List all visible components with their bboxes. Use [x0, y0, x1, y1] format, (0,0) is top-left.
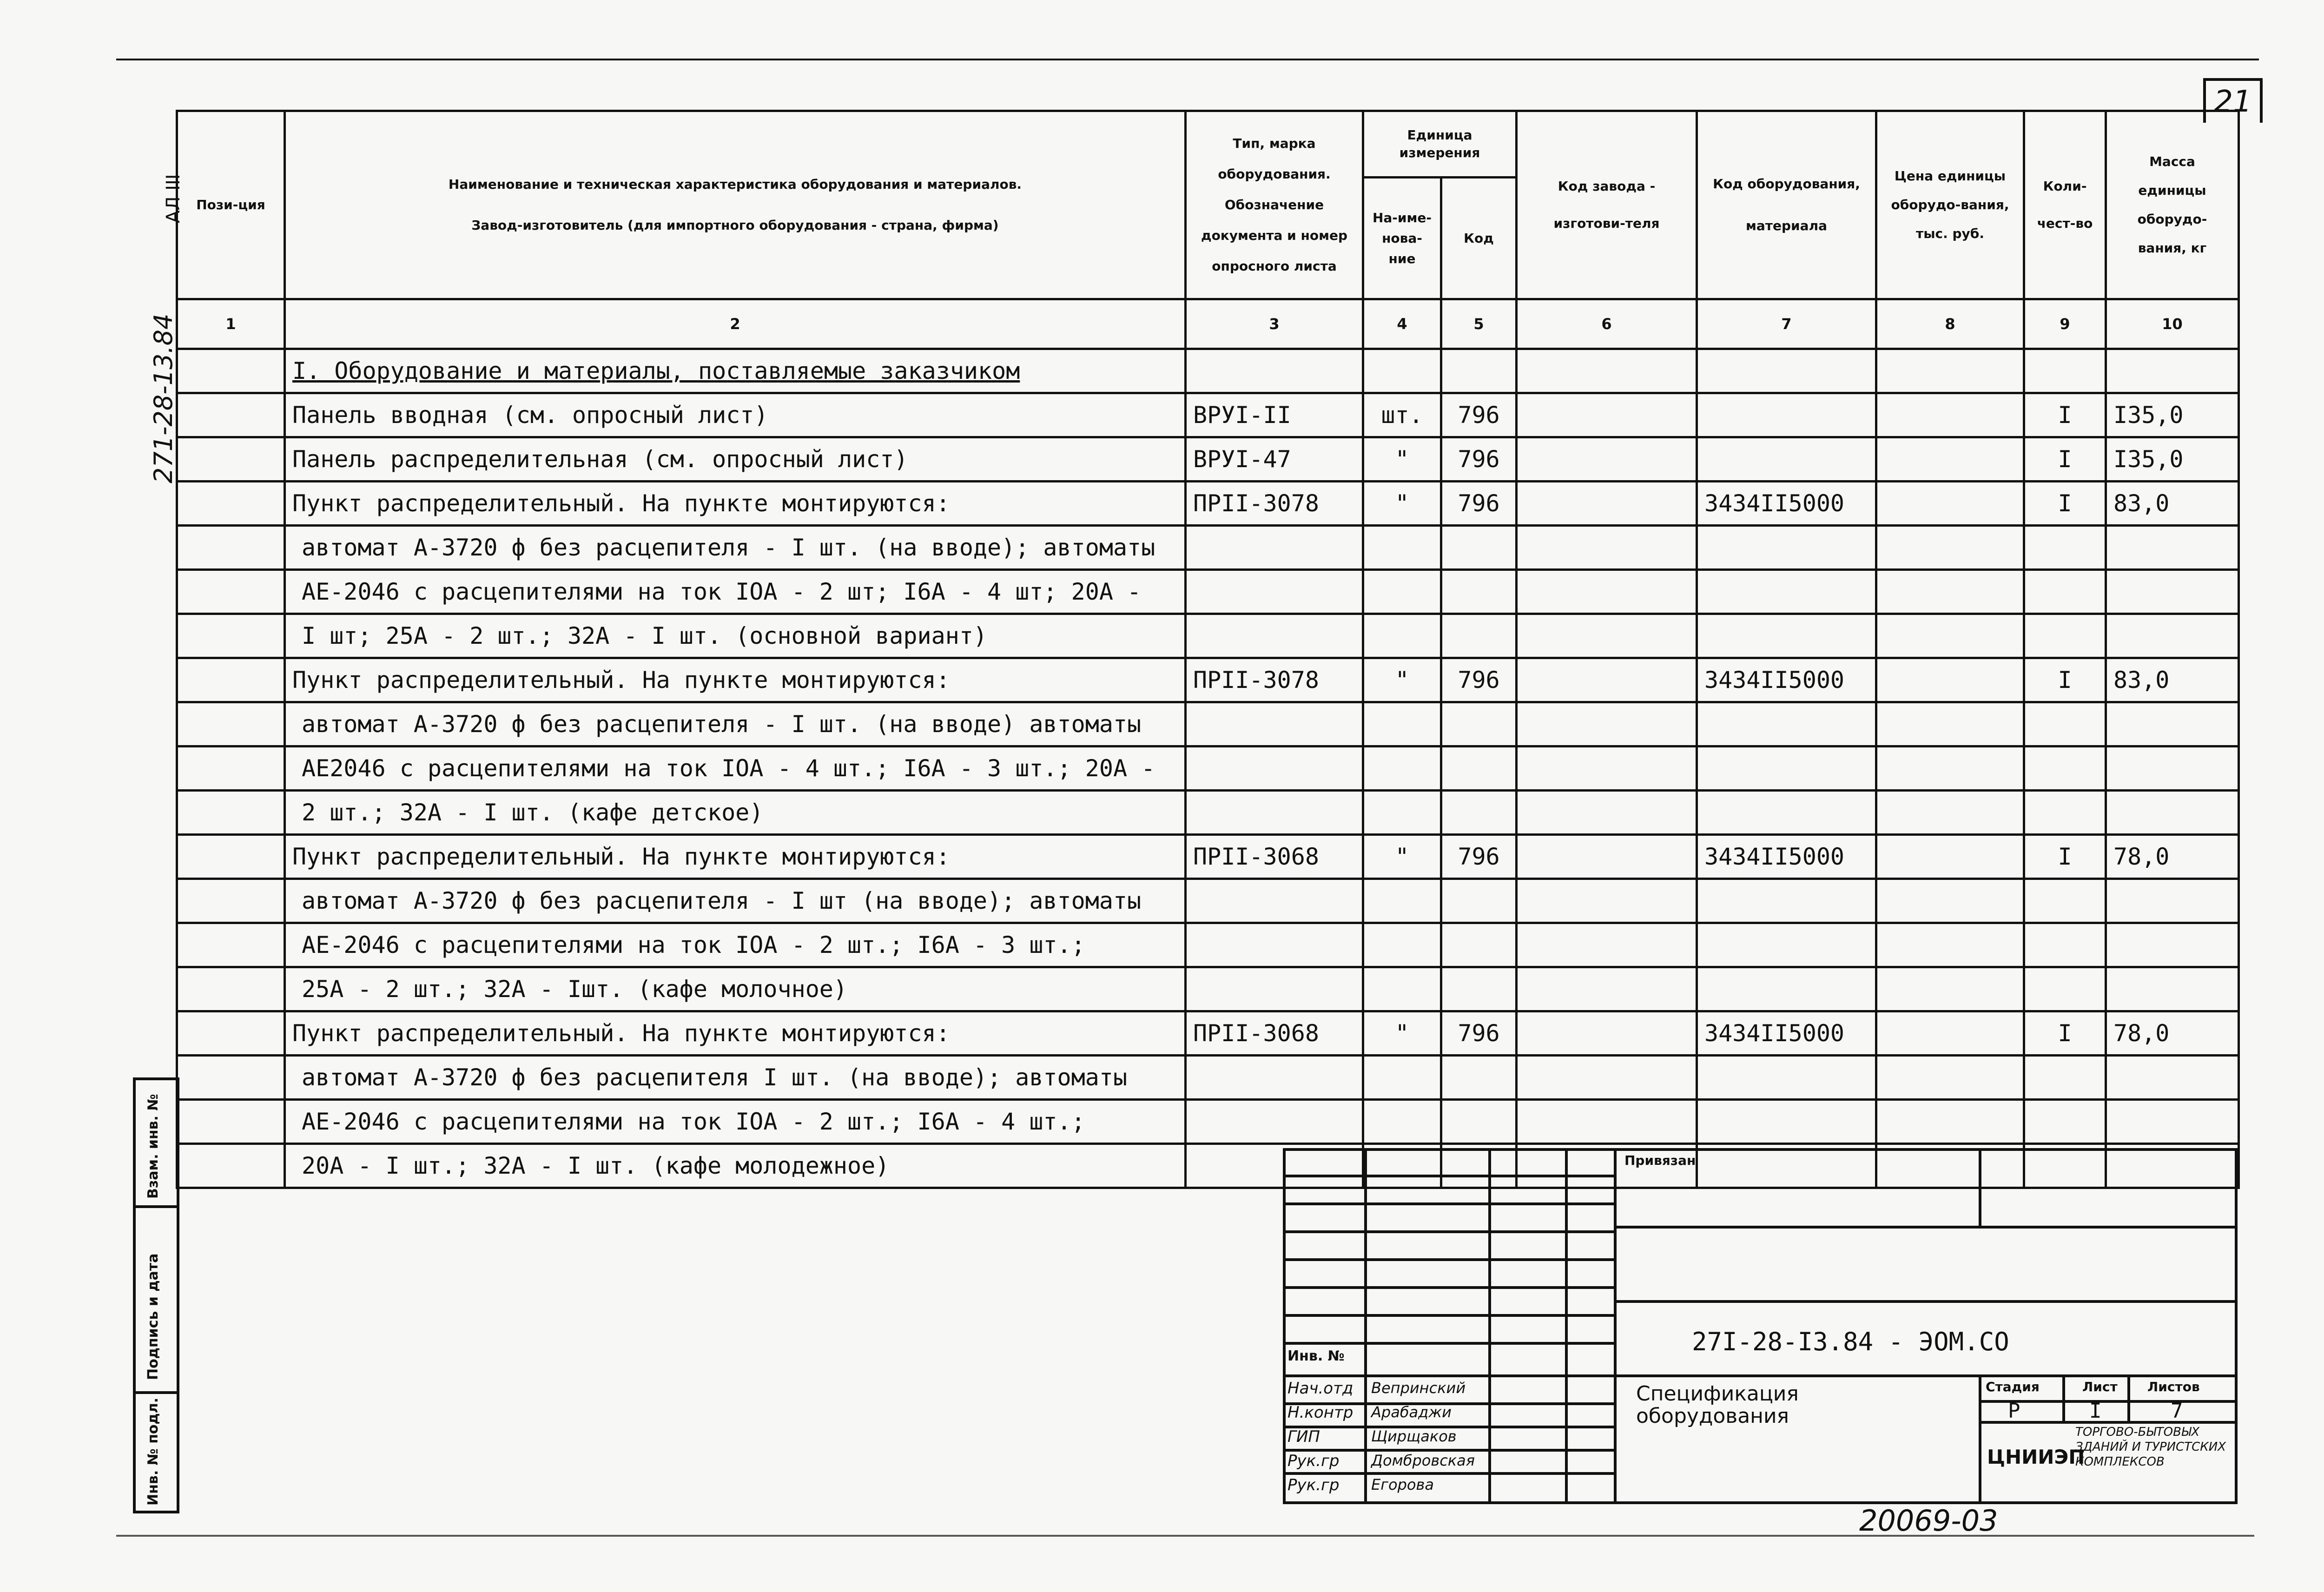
- cell-factory: [1517, 702, 1697, 746]
- cell-factory: [1517, 614, 1697, 658]
- cell-equip: 3434II5000: [1697, 482, 1876, 526]
- cell-unit: [1363, 879, 1441, 923]
- cell-code: 796: [1441, 1011, 1517, 1056]
- table-row: [177, 746, 2239, 791]
- cell-mass: I35,0: [2106, 393, 2239, 437]
- cell-pos: [177, 879, 285, 923]
- page-number: 21: [2203, 78, 2263, 123]
- cell-equip: [1697, 1100, 1876, 1144]
- col-number: 6: [1517, 299, 1697, 349]
- header-name: [285, 111, 1186, 299]
- cell-unit: [1363, 923, 1441, 967]
- header-type: Тип, марка оборудования. Обозначение документа и номер опросного листа: [1186, 111, 1363, 299]
- stamp-label-vzam: Взам. инв. №: [145, 1094, 161, 1199]
- cell-mass: 83,0: [2106, 482, 2239, 526]
- cell-price: [1876, 658, 2024, 702]
- cell-pos: [177, 1100, 285, 1144]
- table-row: [177, 570, 2239, 614]
- col-number: 2: [285, 299, 1186, 349]
- signer-role: Нач.отд: [1287, 1379, 1353, 1398]
- cell-type: [1186, 967, 1363, 1011]
- cell-equip: [1697, 967, 1876, 1011]
- cell-code: 796: [1441, 835, 1517, 879]
- cell-factory: [1517, 923, 1697, 967]
- header-equipment-code: Код оборудования, материала: [1697, 111, 1876, 299]
- table-row: [177, 791, 2239, 835]
- cell-pos: [177, 967, 285, 1011]
- cell-pos: [177, 923, 285, 967]
- cell-qty: [2024, 1056, 2106, 1100]
- cell-qty: [2024, 570, 2106, 614]
- cell-price: [1876, 967, 2024, 1011]
- table-row: [177, 835, 2239, 879]
- cell-mass: [2106, 791, 2239, 835]
- cell-name: автомат А-3720 ф без расцепителя - I шт. (на вводе); автоматы: [285, 526, 1186, 570]
- col-number: 9: [2024, 299, 2106, 349]
- cell-pos: [177, 614, 285, 658]
- col-number: 1: [177, 299, 285, 349]
- cell-type: [1186, 923, 1363, 967]
- specification-table: [176, 110, 2240, 1189]
- cell-qty: I: [2024, 1011, 2106, 1056]
- cell-factory: [1517, 835, 1697, 879]
- table-row: [177, 702, 2239, 746]
- cell-price: [1876, 570, 2024, 614]
- cell-unit: [1363, 791, 1441, 835]
- cell-qty: [2024, 526, 2106, 570]
- cell-qty: [2024, 746, 2106, 791]
- cell-qty: [2024, 967, 2106, 1011]
- cell-name: автомат А-3720 ф без расцепителя I шт. (на вводе); автоматы: [285, 1056, 1186, 1100]
- cell-factory: [1517, 746, 1697, 791]
- cell-name: I. Оборудование и материалы, поставляемые заказчиком: [285, 349, 1186, 393]
- cell-pos: [177, 526, 285, 570]
- cell-type: [1186, 526, 1363, 570]
- header-position: Пози-ция: [177, 111, 285, 299]
- col-number: 3: [1186, 299, 1363, 349]
- cell-type: [1186, 879, 1363, 923]
- cell-equip: [1697, 791, 1876, 835]
- cell-qty: [2024, 702, 2106, 746]
- cell-pos: [177, 658, 285, 702]
- cell-factory: [1517, 570, 1697, 614]
- organization: ЦНИИЭП: [1987, 1446, 2085, 1468]
- table-row: [177, 658, 2239, 702]
- cell-type: [1186, 791, 1363, 835]
- cell-mass: [2106, 702, 2239, 746]
- cell-price: [1876, 746, 2024, 791]
- stamp-cell-podpis: [136, 1208, 177, 1394]
- cell-name: Пункт распределительный. На пункте монтируются:: [285, 658, 1186, 702]
- cell-type: ВРУI-II: [1186, 393, 1363, 437]
- cell-type: [1186, 614, 1363, 658]
- cell-unit: [1363, 1100, 1441, 1144]
- cell-price: [1876, 482, 2024, 526]
- cell-mass: [2106, 570, 2239, 614]
- cell-pos: [177, 791, 285, 835]
- cell-unit: [1363, 746, 1441, 791]
- cell-factory: [1517, 1056, 1697, 1100]
- cell-code: [1441, 349, 1517, 393]
- cell-equip: [1697, 614, 1876, 658]
- table-row: [177, 923, 2239, 967]
- table-row: [177, 482, 2239, 526]
- cell-qty: [2024, 614, 2106, 658]
- table-row: [177, 526, 2239, 570]
- document-code: 27I-28-I3.84 - ЭОМ.СО: [1692, 1327, 2009, 1356]
- cell-pos: [177, 702, 285, 746]
- margin-code: 271-28-13.84: [149, 313, 178, 483]
- signer-name: Щирщаков: [1371, 1427, 1457, 1445]
- signer-name: Егорова: [1371, 1476, 1434, 1493]
- cell-qty: I: [2024, 482, 2106, 526]
- cell-mass: [2106, 349, 2239, 393]
- cell-unit: [1363, 570, 1441, 614]
- cell-code: [1441, 746, 1517, 791]
- cell-name: АЕ-2046 с расцепителями на ток IOA - 2 шт; I6A - 4 шт; 20A -: [285, 570, 1186, 614]
- cell-factory: [1517, 879, 1697, 923]
- cell-mass: [2106, 614, 2239, 658]
- margin-code-short: АЛ III: [163, 174, 184, 223]
- header-factory-code: Код завода - изготови-теля: [1517, 111, 1697, 299]
- header-unit-name: На-име-нова-ние: [1363, 178, 1441, 299]
- cell-pos: [177, 1056, 285, 1100]
- cell-equip: 3434II5000: [1697, 835, 1876, 879]
- signer-role: Рук.гр: [1287, 1476, 1340, 1494]
- header-unit-group: Единица измерения: [1363, 111, 1517, 178]
- inv-no-label: Инв. №: [1287, 1348, 1345, 1364]
- cell-price: [1876, 349, 2024, 393]
- organization-subtitle: ТОРГОВО-БЫТОВЫХ ЗДАНИЙ И ТУРИСТСКИХ КОМПЛЕКСОВ: [2075, 1425, 2226, 1469]
- cell-code: [1441, 614, 1517, 658]
- cell-price: [1876, 437, 2024, 482]
- cell-price: [1876, 835, 2024, 879]
- cell-code: 796: [1441, 482, 1517, 526]
- cell-price: [1876, 923, 2024, 967]
- cell-price: [1876, 614, 2024, 658]
- header-name-line1: Наименование и техническая характеристика оборудования и материалов.: [448, 177, 1022, 192]
- cell-type: [1186, 746, 1363, 791]
- cell-unit: [1363, 349, 1441, 393]
- stadiya-value: Р: [2008, 1399, 2020, 1423]
- cell-qty: [2024, 1100, 2106, 1144]
- table-row: [177, 614, 2239, 658]
- cell-equip: [1697, 1056, 1876, 1100]
- cell-factory: [1517, 1011, 1697, 1056]
- stamp-cell-vzam: [136, 1080, 177, 1208]
- cell-price: [1876, 702, 2024, 746]
- signer-role: Н.контр: [1287, 1403, 1353, 1422]
- cell-unit: [1363, 614, 1441, 658]
- signer-name: Домбровская: [1371, 1452, 1475, 1469]
- cell-type: [1186, 1056, 1363, 1100]
- cell-qty: [2024, 349, 2106, 393]
- cell-factory: [1517, 791, 1697, 835]
- cell-mass: [2106, 967, 2239, 1011]
- cell-equip: [1697, 746, 1876, 791]
- signer-role: Рук.гр: [1287, 1452, 1340, 1470]
- document-title: Спецификация оборудования: [1636, 1382, 1799, 1428]
- cell-name: Пункт распределительный. На пункте монтируются:: [285, 835, 1186, 879]
- cell-name: АЕ2046 с расцепителями на ток IOA - 4 шт.; I6A - 3 шт.; 20A -: [285, 746, 1186, 791]
- listov-label: Листов: [2147, 1379, 2200, 1394]
- stamp-column: [133, 1077, 179, 1513]
- cell-equip: [1697, 393, 1876, 437]
- cell-code: [1441, 702, 1517, 746]
- cell-equip: [1697, 437, 1876, 482]
- cell-name: Пункт распределительный. На пункте монтируются:: [285, 482, 1186, 526]
- table-row: [177, 1011, 2239, 1056]
- signer-name: Арабаджи: [1371, 1403, 1452, 1421]
- stamp-label-podpis: Подпись и дата: [145, 1253, 161, 1380]
- cell-factory: [1517, 437, 1697, 482]
- cell-name: 2 шт.; 32A - I шт. (кафе детское): [285, 791, 1186, 835]
- col-number: 4: [1363, 299, 1441, 349]
- cell-price: [1876, 1011, 2024, 1056]
- cell-mass: [2106, 1056, 2239, 1100]
- cell-type: [1186, 570, 1363, 614]
- table-row: [177, 393, 2239, 437]
- cell-qty: [2024, 879, 2106, 923]
- header-quantity: Коли-чест-во: [2024, 111, 2106, 299]
- cell-pos: [177, 835, 285, 879]
- stamp-cell-podl: [136, 1394, 177, 1511]
- cell-qty: [2024, 923, 2106, 967]
- cell-mass: [2106, 526, 2239, 570]
- cell-price: [1876, 1056, 2024, 1100]
- col-number: 7: [1697, 299, 1876, 349]
- cell-pos: [177, 393, 285, 437]
- cell-qty: [2024, 791, 2106, 835]
- listov-value: 7: [2171, 1399, 2183, 1423]
- cell-name: автомат А-3720 ф без расцепителя - I шт (на вводе); автоматы: [285, 879, 1186, 923]
- table-row: [177, 437, 2239, 482]
- cell-unit: [1363, 1056, 1441, 1100]
- cell-unit: ": [1363, 835, 1441, 879]
- cell-unit: ": [1363, 658, 1441, 702]
- title-block: [1283, 1148, 2238, 1504]
- specification-body: [177, 349, 2239, 1188]
- cell-price: [1876, 393, 2024, 437]
- cell-code: [1441, 791, 1517, 835]
- cell-mass: 83,0: [2106, 658, 2239, 702]
- cell-name: Панель распределительная (см. опросный лист): [285, 437, 1186, 482]
- cell-equip: [1697, 702, 1876, 746]
- list-value: I: [2089, 1399, 2102, 1423]
- stamp-label-podl: Инв. № подл.: [145, 1397, 161, 1506]
- cell-unit: ": [1363, 482, 1441, 526]
- stadiya-label: Стадия: [1986, 1379, 2040, 1394]
- cell-unit: шт.: [1363, 393, 1441, 437]
- cell-unit: ": [1363, 1011, 1441, 1056]
- bottom-archive-code: 20069-03: [1859, 1504, 1998, 1538]
- cell-qty: I: [2024, 437, 2106, 482]
- cell-code: 796: [1441, 393, 1517, 437]
- cell-code: [1441, 1056, 1517, 1100]
- table-row: [177, 349, 2239, 393]
- cell-code: [1441, 570, 1517, 614]
- cell-code: [1441, 879, 1517, 923]
- col-number: 10: [2106, 299, 2239, 349]
- cell-unit: ": [1363, 437, 1441, 482]
- cell-factory: [1517, 658, 1697, 702]
- cell-name: Пункт распределительный. На пункте монтируются:: [285, 1011, 1186, 1056]
- header-row: [177, 111, 2239, 178]
- cell-code: [1441, 923, 1517, 967]
- cell-qty: I: [2024, 658, 2106, 702]
- col-number: 5: [1441, 299, 1517, 349]
- cell-price: [1876, 791, 2024, 835]
- cell-pos: [177, 349, 285, 393]
- header-unit-code: Код: [1441, 178, 1517, 299]
- cell-factory: [1517, 349, 1697, 393]
- cell-factory: [1517, 393, 1697, 437]
- cell-mass: 78,0: [2106, 1011, 2239, 1056]
- cell-code: 796: [1441, 437, 1517, 482]
- header-name-line2: Завод-изготовитель (для импортного оборудования - страна, фирма): [471, 218, 999, 233]
- col-number: 8: [1876, 299, 2024, 349]
- cell-type: ПРII-3068: [1186, 1011, 1363, 1056]
- cell-mass: [2106, 923, 2239, 967]
- table-row: [177, 879, 2239, 923]
- cell-qty: I: [2024, 393, 2106, 437]
- cell-mass: [2106, 879, 2239, 923]
- cell-equip: [1697, 923, 1876, 967]
- cell-type: [1186, 702, 1363, 746]
- cell-type: ПРII-3078: [1186, 658, 1363, 702]
- table-row: [177, 967, 2239, 1011]
- cell-name: АЕ-2046 с расцепителями на ток IOA - 2 шт.; I6A - 4 шт.;: [285, 1100, 1186, 1144]
- cell-mass: [2106, 746, 2239, 791]
- signer-role: ГИП: [1287, 1427, 1320, 1446]
- cell-code: [1441, 1100, 1517, 1144]
- cell-name: 20A - I шт.; 32A - I шт. (кафе молодежное): [285, 1144, 1186, 1188]
- cell-equip: 3434II5000: [1697, 658, 1876, 702]
- cell-price: [1876, 1100, 2024, 1144]
- header-mass: Масса единицы оборудо-вания, кг: [2106, 111, 2239, 299]
- cell-type: ПРII-3078: [1186, 482, 1363, 526]
- cell-mass: I35,0: [2106, 437, 2239, 482]
- cell-factory: [1517, 1100, 1697, 1144]
- cell-equip: [1697, 349, 1876, 393]
- cell-qty: I: [2024, 835, 2106, 879]
- cell-code: [1441, 526, 1517, 570]
- cell-unit: [1363, 702, 1441, 746]
- table-row: [177, 1100, 2239, 1144]
- cell-pos: [177, 746, 285, 791]
- cell-equip: [1697, 526, 1876, 570]
- cell-type: ВРУI-47: [1186, 437, 1363, 482]
- cell-name: I шт; 25A - 2 шт.; 32A - I шт. (основной вариант): [285, 614, 1186, 658]
- privyazan-label: Привязан: [1624, 1153, 1696, 1168]
- cell-name: АЕ-2046 с расцепителями на ток IOA - 2 шт.; I6A - 3 шт.;: [285, 923, 1186, 967]
- cell-factory: [1517, 967, 1697, 1011]
- cell-code: 796: [1441, 658, 1517, 702]
- cell-price: [1876, 526, 2024, 570]
- cell-pos: [177, 482, 285, 526]
- cell-factory: [1517, 482, 1697, 526]
- cell-type: [1186, 349, 1363, 393]
- column-number-row: [177, 299, 2239, 349]
- cell-pos: [177, 437, 285, 482]
- cell-type: [1186, 1100, 1363, 1144]
- cell-unit: [1363, 526, 1441, 570]
- cell-name: 25A - 2 шт.; 32A - Iшт. (кафе молочное): [285, 967, 1186, 1011]
- top-rule: [116, 59, 2259, 60]
- cell-equip: [1697, 879, 1876, 923]
- header-price: Цена единицы оборудо-вания, тыс. руб.: [1876, 111, 2024, 299]
- cell-pos: [177, 1144, 285, 1188]
- cell-equip: 3434II5000: [1697, 1011, 1876, 1056]
- cell-name: автомат А-3720 ф без расцепителя - I шт. (на вводе) автоматы: [285, 702, 1186, 746]
- cell-pos: [177, 1011, 285, 1056]
- cell-code: [1441, 967, 1517, 1011]
- cell-name: Панель вводная (см. опросный лист): [285, 393, 1186, 437]
- cell-unit: [1363, 967, 1441, 1011]
- cell-mass: [2106, 1100, 2239, 1144]
- cell-equip: [1697, 570, 1876, 614]
- table-row: [177, 1056, 2239, 1100]
- cell-price: [1876, 879, 2024, 923]
- cell-type: ПРII-3068: [1186, 835, 1363, 879]
- cell-factory: [1517, 526, 1697, 570]
- cell-pos: [177, 570, 285, 614]
- cell-mass: 78,0: [2106, 835, 2239, 879]
- list-label: Лист: [2082, 1379, 2118, 1394]
- signer-name: Вепринский: [1371, 1379, 1466, 1397]
